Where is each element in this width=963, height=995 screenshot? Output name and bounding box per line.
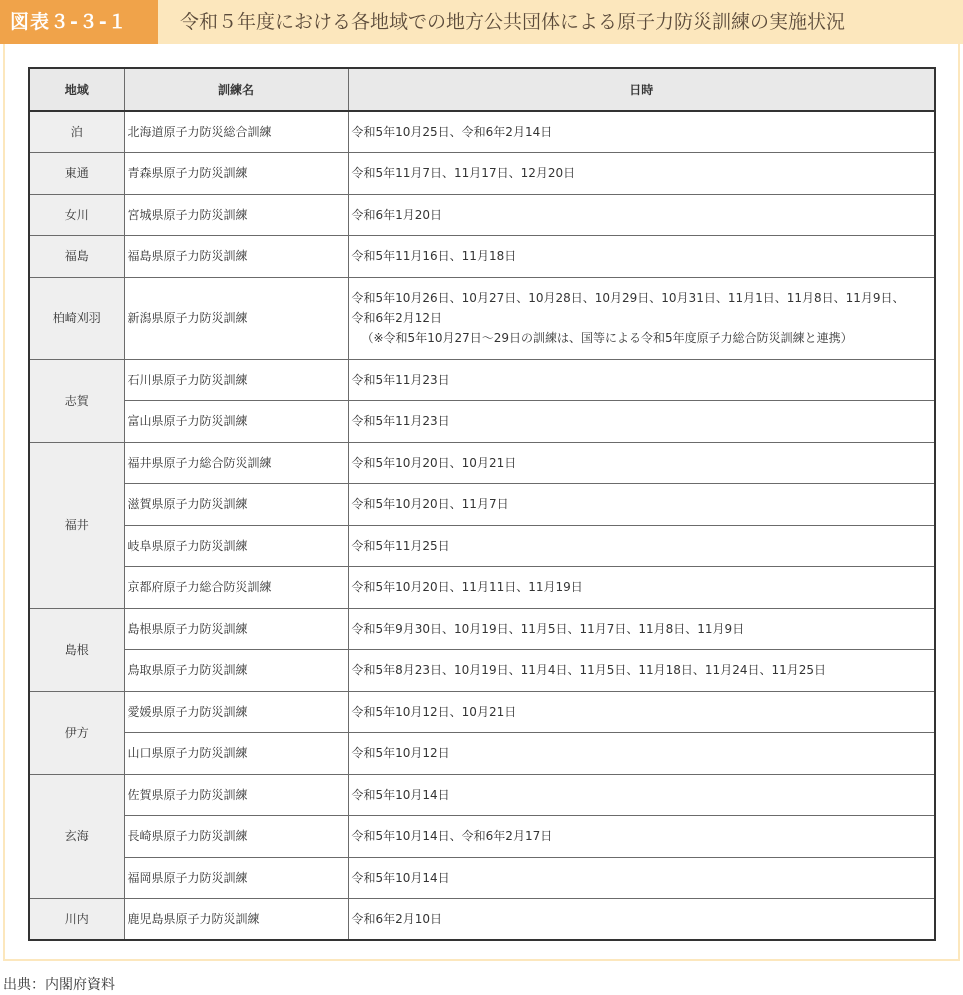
table-header-row [29,68,935,111]
date-cell: 令和5年11月7日、11月17日、12月20日 [348,153,935,195]
header-region: 地域 [29,68,124,111]
table-row [29,359,935,401]
date-cell: 令和5年10月14日 [348,857,935,899]
date-cell: 令和5年11月25日 [348,525,935,567]
date-cell: 令和6年2月10日 [348,899,935,941]
table-row [29,525,935,567]
header-date: 日時 [348,68,935,111]
training-name-cell: 福井県原子力総合防災訓練 [124,442,348,484]
training-name-cell: 長崎県原子力防災訓練 [124,816,348,858]
table-row [29,608,935,650]
training-name-cell: 京都府原子力総合防災訓練 [124,567,348,609]
table-row [29,153,935,195]
date-cell: 令和5年10月14日 [348,774,935,816]
training-name-cell: 島根県原子力防災訓練 [124,608,348,650]
figure-title: 令和５年度における各地域での地方公共団体による原子力防災訓練の実施状況 [180,11,846,33]
region-cell: 柏崎刈羽 [29,277,124,359]
region-cell: 志賀 [29,359,124,442]
figure-header [0,0,963,44]
date-cell: 令和5年11月16日、11月18日 [348,236,935,278]
region-cell: 伊方 [29,691,124,774]
table-row [29,691,935,733]
training-name-cell: 福島県原子力防災訓練 [124,236,348,278]
header-training-name: 訓練名 [124,68,348,111]
table-row [29,111,935,153]
date-note: （※令和5年10月27日～29日の訓練は、国等による令和5年度原子力総合防災訓練と連携） [361,331,853,345]
training-name-cell: 岐阜県原子力防災訓練 [124,525,348,567]
date-cell: 令和5年11月23日 [348,359,935,401]
table-row [29,194,935,236]
date-cell: 令和5年8月23日、10月19日、11月4日、11月5日、11月18日、11月24日、11月25日 [348,650,935,692]
region-cell: 女川 [29,194,124,236]
training-name-cell: 福岡県原子力防災訓練 [124,857,348,899]
source-caption: 出典：内閣府資料 [3,977,115,993]
region-cell: 東通 [29,153,124,195]
date-cell: 令和5年10月12日、10月21日 [348,691,935,733]
table-row [29,401,935,443]
date-cell: 令和5年10月14日、令和6年2月17日 [348,816,935,858]
region-cell: 泊 [29,111,124,153]
training-name-cell: 新潟県原子力防災訓練 [124,277,348,359]
table-row [29,899,935,941]
table-row [29,650,935,692]
date-cell: 令和5年10月20日、10月21日 [348,442,935,484]
date-cell: 令和5年10月20日、11月7日 [348,484,935,526]
date-line: 令和5年10月26日、10月27日、10月28日、10月29日、10月31日、11月1日、11月8日、11月9日、 [351,291,905,305]
date-cell: 令和5年10月25日、令和6年2月14日 [348,111,935,153]
table-row [29,236,935,278]
table-row [29,857,935,899]
date-cell: 令和5年9月30日、10月19日、11月5日、11月7日、11月8日、11月9日 [348,608,935,650]
table-row [29,484,935,526]
figure-label: 図表３-３-１ [0,0,158,44]
training-name-cell: 佐賀県原子力防災訓練 [124,774,348,816]
training-table [28,67,936,941]
table-row [29,774,935,816]
table-row [29,567,935,609]
training-name-cell: 青森県原子力防災訓練 [124,153,348,195]
date-cell: 令和5年10月12日 [348,733,935,775]
region-cell: 川内 [29,899,124,941]
table-row [29,442,935,484]
training-name-cell: 鹿児島県原子力防災訓練 [124,899,348,941]
training-name-cell: 北海道原子力防災総合訓練 [124,111,348,153]
training-name-cell: 宮城県原子力防災訓練 [124,194,348,236]
region-cell: 玄海 [29,774,124,899]
date-cell [348,277,935,359]
table-row [29,277,935,359]
region-cell: 福島 [29,236,124,278]
region-cell: 島根 [29,608,124,691]
date-cell: 令和5年10月20日、11月11日、11月19日 [348,567,935,609]
training-name-cell: 富山県原子力防災訓練 [124,401,348,443]
date-cell: 令和6年1月20日 [348,194,935,236]
date-line: 令和6年2月12日 [351,311,443,325]
date-cell: 令和5年11月23日 [348,401,935,443]
training-name-cell: 愛媛県原子力防災訓練 [124,691,348,733]
training-name-cell: 石川県原子力防災訓練 [124,359,348,401]
training-name-cell: 滋賀県原子力防災訓練 [124,484,348,526]
training-name-cell: 鳥取県原子力防災訓練 [124,650,348,692]
table-row [29,733,935,775]
training-name-cell: 山口県原子力防災訓練 [124,733,348,775]
region-cell: 福井 [29,442,124,608]
table-row [29,816,935,858]
